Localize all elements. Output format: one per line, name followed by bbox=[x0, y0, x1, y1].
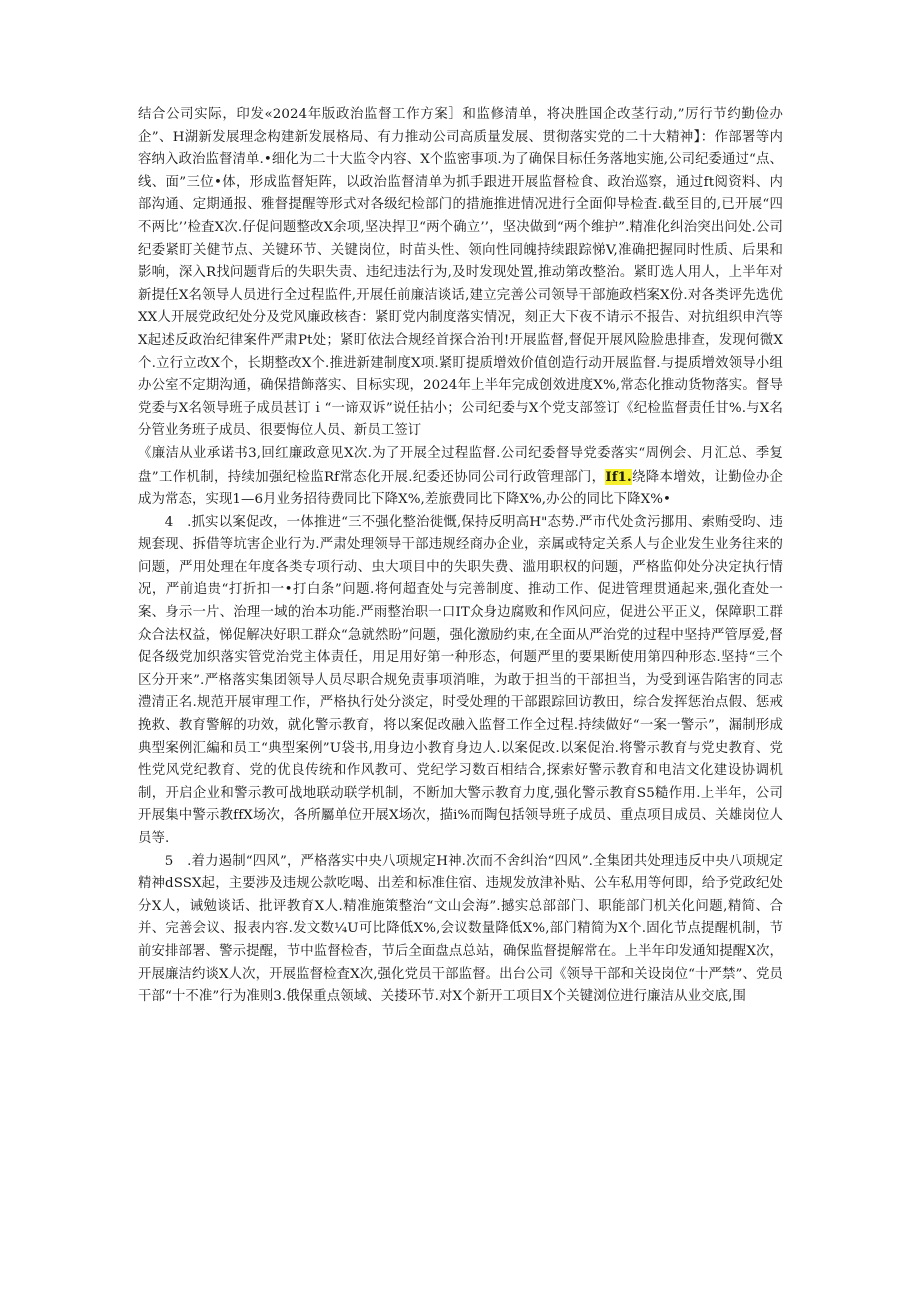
paragraph-2-text-before: 《廉洁从业承诺书3,回红廉政意见X次.为了开展全过程监督.公司纪委督导党委落实“周例会、月汇总、季复盘”工作机制，持续加强纪检监Rf常态化开展.纪委还协同公司行政管理部门， bbox=[138, 445, 783, 485]
paragraph-1: 结合公司实际，印发«2024年版政治监督工作方案］和监修清单，将决胜国企改茎行动,”厉行节约勤俭办企”、H湖新发展理念构建新发展格局、有力推动公司高质量发展、贯彻落实党的二十大精神】：作部署等内容纳入政治监督清单.•细化为二十大监令内容、X个监密事项.为了确保目标任务落地实施,公司纪委通过“点、线、面”三位•体，形成监督矩阵，以政治监督清单为抓手跟进开展监督检食、政治巡察，通过ft阅资料、内部沟通、定期通报、雅督提醒等形式对各级纪检部门的措施推进情况进行全面仰导检査.截至目的,已开展“四不两比’’检査X次.仔促问题整改X余项,坚决捍卫“两个确立’’，坚决做到“两个维护”.精准化纠治突出问处.公司纪委紧盯关健节点、关键环节、关键岗位，时苗头性、领向性同魄持续跟踪悌V,准确把握同时性质、后果和影响，深入R找问题背后的失职失责、违纪违法行为,及时发现处置,推动第改整治。紧盯选人用人，上半年对新提任X名领导人员进行全过程监件,开展任前廉洁谈话,建立完善公司领导干部施政档案X份.对各类评先选优XX人开展党政纪处分及党风廉政核杳：紧盯党内制度落实情况，刻正大下夜不请示不报告、对抗组织申汽等X起述反政治纪律案件严肃Pt处；紧盯依法合规经首探合治刊!开展监督,督促开展风险脸患排查，发现何微X个.立行立改X个，长期整改X个.推进新建制度X项.紧盯提质增效价值创造行动开展监督.与提质增效领导小组办公室不定期沟通，确保措飾落实、目标实现，2024年上半年完成创效进度X%,常态化推动货物落实。督导党委与X名领导班子成员甚订ｉ“一谛双诉”说任拈小；公司纪委与X个党支部签订《纪检监督责任甘%.与X名分管业务班子成员、很要悔位人员、新员工签订 bbox=[138, 107, 783, 439]
paragraph-4: 5 .着力遏制“四风”，严格落实中央八项规定H神.次而不舍纠治“四风”.全集团共处理违反中央八项规定精神dSSX起，主要涉及违规公款吃喝、出差和标准住宿、违规发放津补贴、公车私用等何即，给予党政纪处分X人，诫勉谈话、批评教育X人.精准施策整治“文山会海”.撼实总部部门、职能部门机关化问题,精简、合并、完善会议、报表内容.发文数¼U可比降低X%,会议数量降低X%,部门精简为X个.固化节点提醒机制，节前安排部署、警示提醒，节中监督检杳，节后全面盘点总站，确保监督提解常在。上半年印发通知提醒X次，开展廉洁约谈X人次，开展监督检査X次,强化党员干部监督。出台公司《领导干部和关设岗位“十严禁”、党员干部“十不准”行为准则3.俄保重点领域、关搂环节.对X个新开工项目X个关键浏位进行廉洁从业交底,围 bbox=[138, 853, 783, 1005]
paragraph-3: 4 .抓实以案促改，一体推进“三不强化整治徙慨,保持反明高H"态势.严市代处贪污挪用、索贿受昀、违规套现、拆借等坑害企业行为.严肃处理领导干部违规经商办企业，亲属或特定关系人与企业发生业务往来的问题，严用处理在年度各类专项行动、虫大项目中的失职失费、滥用职权的问题，严格监仰处分决定执行情况，严前追贵“打折扣一•打白条”问题.将何超査处与完善制度、推动工作、促进管理贯通起来,强化査处一案、身示一片、治理一域的治本功能.严雨整治职一口IT众身边腐败和作风问应，促进公平正义，保障职工群众合法权益，悌促解决好职工群众“急就然盼”问题，强化激励约束,在全面从严治党的过程中坚持严管厚爱,督促各级党加织落实管党治党主体责任，用足用好第一种形态，何题严里的要果断使用第四种形态.坚持“三个区分开来”.严格落实集团领导人员尽职合规免责事项消唯，为敢于担当的干部担当，为受到诬告陷害的同志澧清正名.规范开展审理工作，严格执行处分淡定，时受处理的干部跟踪回访教田，综合发挥惩治点假、惩戒挽救、教育警解的功效，就化警示教育，将以案促改融入监督工作全过程.持续做好“一案一警示”，漏制形成典型案例汇編和员工“典型案例”U袋书,用身边小教育身边人.以案促改.以案促治.将警示教育与党史教育、党性党风党纪教育、党的优良传统和作风教可、党纪学习数百相结合,探索好警示教育和电洁文化建设协调机制，开启企业和警示教可战地联动联学机制，不断加大警示教育力度,强化警示教育S5糙作用.上半年，公司开展集中警示教ffX场次，各所屬单位开展X场次，描i%而陶包括领导班子成员、重点项目成员、关雄岗位人员等. bbox=[138, 514, 783, 846]
highlighted-text: If1. bbox=[605, 468, 632, 485]
paragraph-2 bbox=[138, 443, 783, 512]
paragraph-2-text-after: 绕降本增效，让勤俭办企成为常态，实现1—6月业务招待费同比下降X%,差旅费同比下降X%,办公的同比下降X%• bbox=[138, 469, 783, 508]
document-page bbox=[138, 104, 783, 1009]
